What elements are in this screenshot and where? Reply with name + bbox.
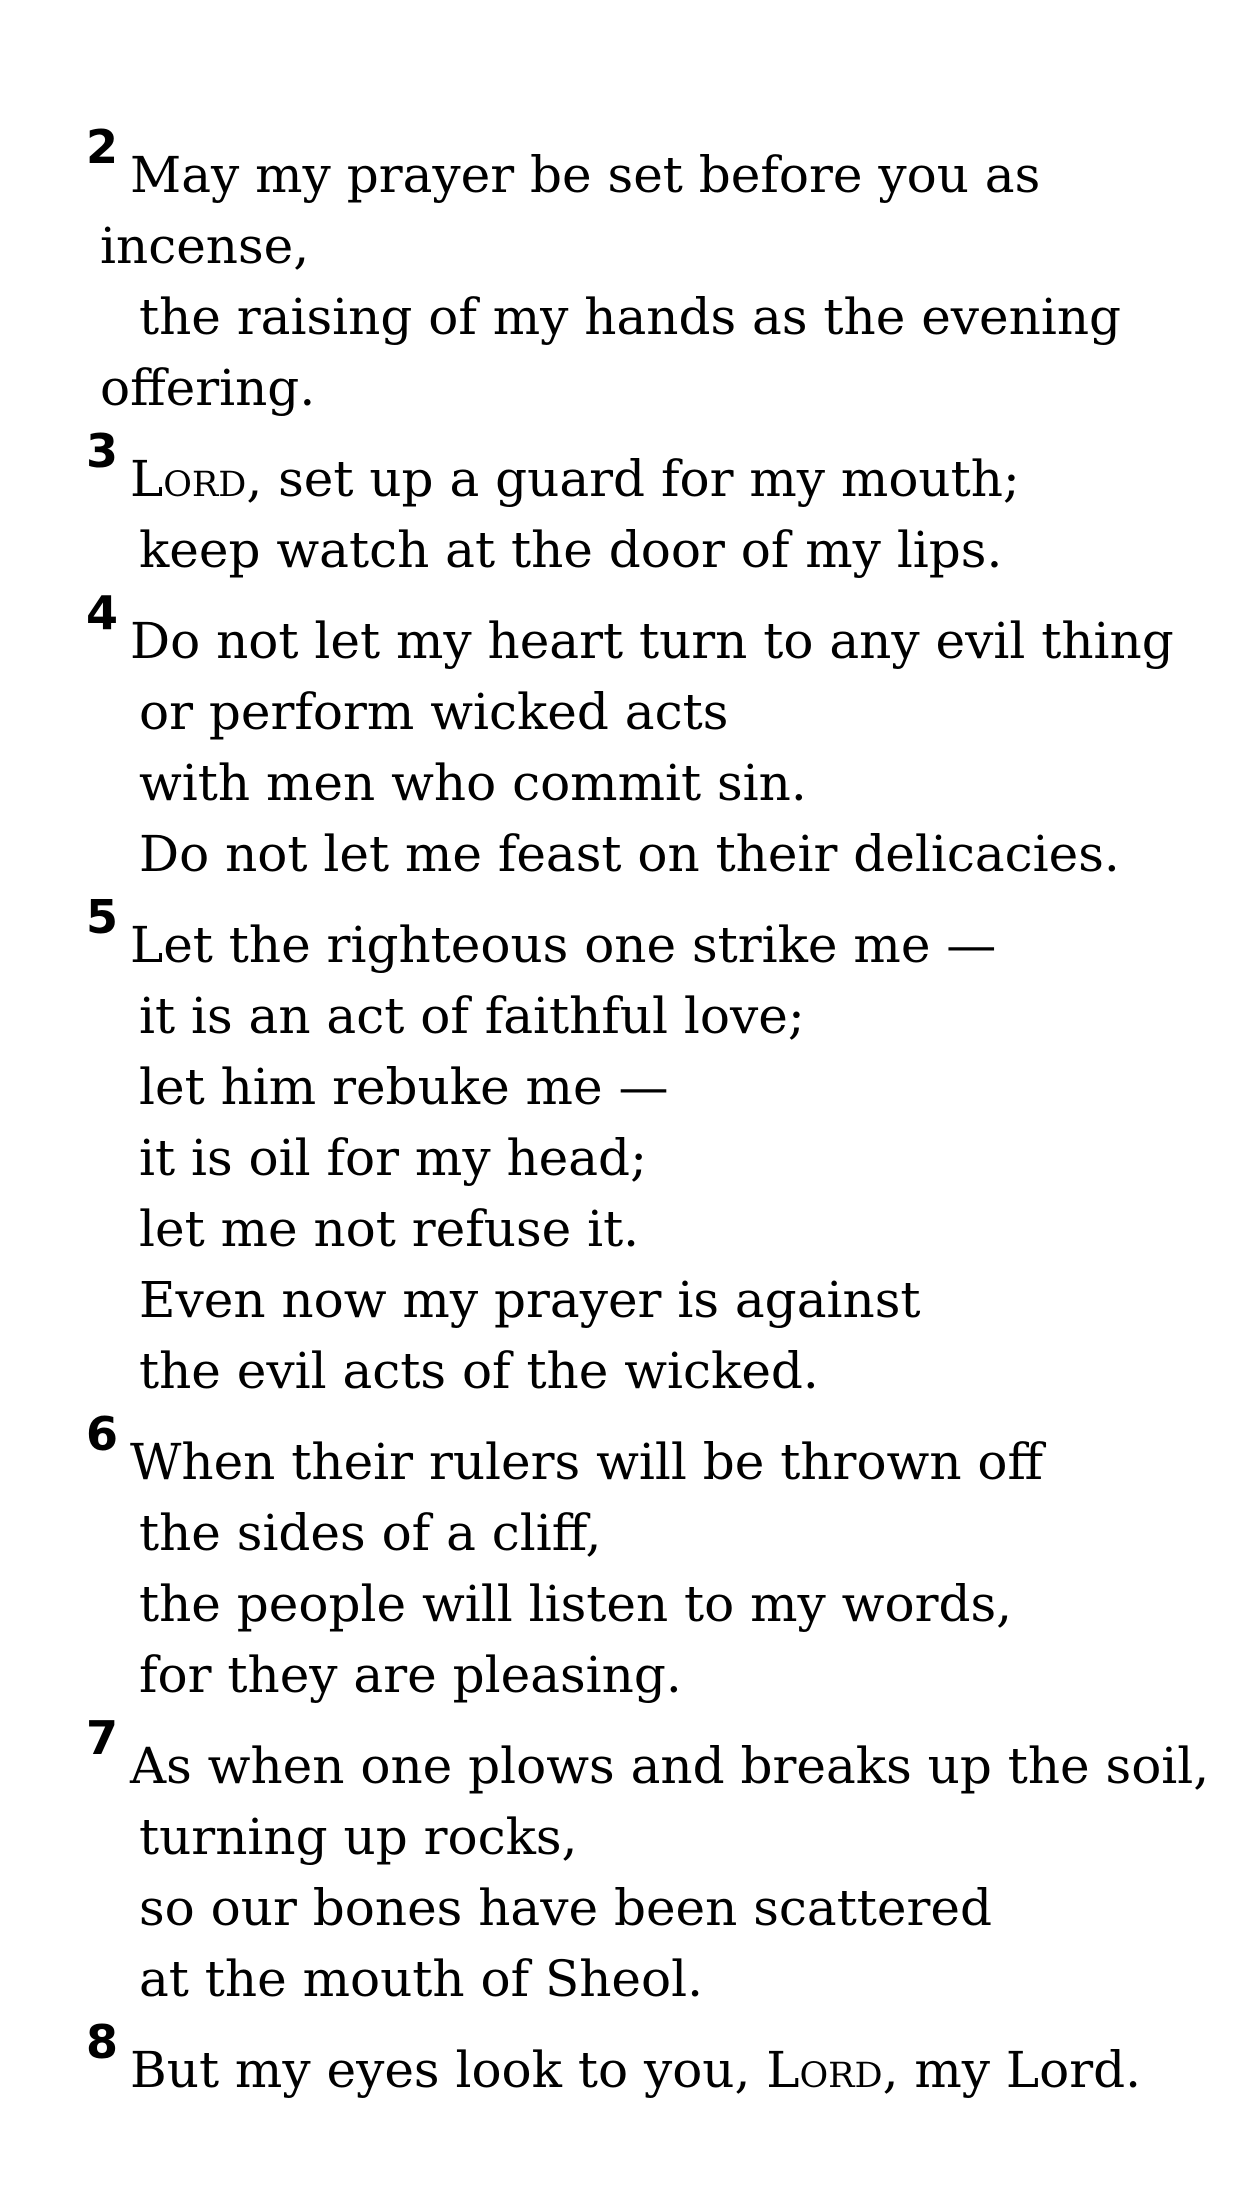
verse-line: the people will listen to my words, bbox=[139, 1575, 1013, 1633]
verse-line: the sides of a cliff, bbox=[139, 1504, 602, 1562]
verse-line: it is an act of faithful love; bbox=[139, 987, 805, 1045]
verse-line: for they are pleasing. bbox=[139, 1646, 682, 1704]
verse-number: 3 bbox=[86, 424, 119, 478]
verse-text: , my Lord. bbox=[882, 2041, 1142, 2099]
verse-line: let me not refuse it. bbox=[139, 1200, 640, 1258]
verse-line: As when one plows and breaks up the soil, bbox=[130, 1737, 1210, 1795]
verse-number: 4 bbox=[86, 586, 119, 640]
verse-number: 8 bbox=[86, 2015, 119, 2069]
verse-number: 2 bbox=[86, 120, 119, 174]
verse-line: Do not let me feast on their delicacies. bbox=[139, 825, 1120, 883]
verse-line: incense, bbox=[100, 217, 310, 275]
verse-number: 5 bbox=[86, 890, 119, 944]
verse-line: with men who commit sin. bbox=[139, 754, 807, 812]
verse-line: at the mouth of Sheol. bbox=[139, 1950, 704, 2008]
verse-line: May my prayer be set before you as bbox=[130, 146, 1041, 204]
verse-line bbox=[130, 2041, 1142, 2099]
verse-line: it is oil for my head; bbox=[139, 1129, 647, 1187]
verse-line: so our bones have been scattered bbox=[139, 1879, 992, 1937]
verse-line: keep watch at the door of my lips. bbox=[139, 521, 1003, 579]
verse-line: or perform wicked acts bbox=[139, 683, 729, 741]
verse-number: 6 bbox=[86, 1407, 119, 1461]
divine-name: Lord bbox=[766, 2041, 883, 2099]
verse-text: But my eyes look to you, bbox=[130, 2041, 767, 2099]
verse-line: Even now my prayer is against bbox=[139, 1271, 921, 1329]
verse-line: turning up rocks, bbox=[139, 1808, 578, 1866]
verse-line: Do not let my heart turn to any evil thing bbox=[130, 612, 1174, 670]
verse-line: the evil acts of the wicked. bbox=[139, 1342, 819, 1400]
verse-text: , set up a guard for my mouth; bbox=[246, 450, 1020, 508]
verse-line: the raising of my hands as the evening bbox=[139, 288, 1122, 346]
divine-name: Lord bbox=[130, 450, 247, 508]
verse-line: offering. bbox=[100, 359, 316, 417]
verse-number: 7 bbox=[86, 1711, 119, 1765]
verse-line: Let the righteous one strike me — bbox=[130, 916, 997, 974]
verse-line: When their rulers will be thrown off bbox=[130, 1433, 1044, 1491]
verse-line: let him rebuke me — bbox=[139, 1058, 669, 1116]
verse-line bbox=[130, 450, 1020, 508]
